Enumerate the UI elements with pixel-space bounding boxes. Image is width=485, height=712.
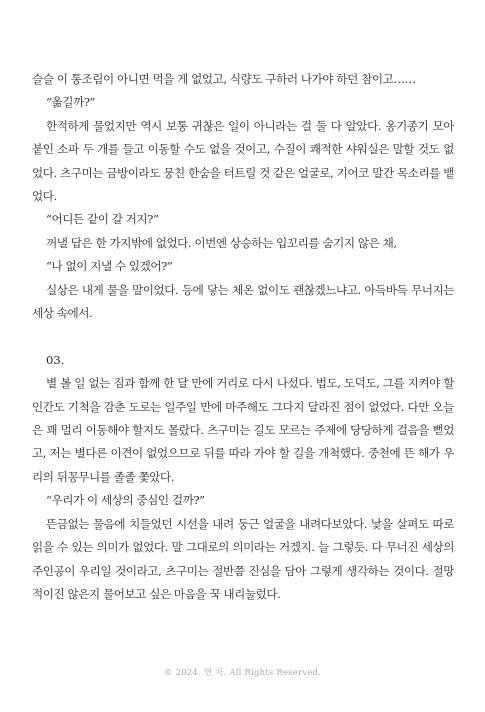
paragraph: 슬슬 이 통조림이 아니면 먹을 게 없었고, 식량도 구하러 나가야 하던 참이고…… xyxy=(32,72,416,86)
dialogue-line: “우리가 이 세상의 중심인 걸까?” xyxy=(46,493,205,508)
section-gap xyxy=(32,325,454,348)
document-body xyxy=(32,68,454,606)
paragraph: 한적하게 물었지만 역시 보통 귀찮은 일이 아니라는 걸 둘 다 알았다. 옹기종기 모아 붙인 소파 두 개를 들고 이동할 수도 없을 것이고, 수질이 쾌적한 샤워실은 말할 것도 없었다. 츠구미는 금방이라도 뭉친 한숨을 터트릴 것 같은 얼굴로, 기어코 말간 목소리를 뱉었다. xyxy=(32,118,454,204)
dialogue-line: “어디든 같이 갈 거지?” xyxy=(46,212,159,227)
copyright-footer: © 2024. 연 차. All Rights Reserved. xyxy=(163,668,322,678)
section-number: 03. xyxy=(46,352,65,367)
dialogue-line: “나 없이 지낼 수 있겠어?” xyxy=(46,259,173,274)
paragraph: 실상은 내게 물을 말이었다. 등에 닿는 체온 없이도 괜찮겠느냐고. 아득바득 무너지는 세상 속에서. xyxy=(32,282,454,321)
paragraph: 별 볼 일 없는 짐과 함께 한 달 만에 거리로 다시 나섰다. 법도, 도덕도, 그를 지켜야 할 인간도 기척을 감춘 도로는 일주일 만에 마주해도 그다지 달라진 점이 없었다. 다만 오늘은 꽤 멀리 이동해야 할지도 몰랐다. 츠구미는 길도 모르는 주제에 당당하게 걸음을 뻗었고, 저는 별다른 이견이 없었으므로 뒤를 따라 가야 할 길을 개척했다. 중천에 뜬 해가 우리의 뒤꽁무니를 졸졸 쫓았다. xyxy=(32,376,454,484)
paragraph: 꺼낼 답은 한 가지밖에 없었다. 이번엔 상승하는 입꼬리를 숨기지 않은 채, xyxy=(46,235,397,250)
paragraph: 뜬금없는 물음에 치들었던 시선을 내려 둥근 얼굴을 내려다보았다. 낯을 살펴도 따로 읽을 수 있는 의미가 없었다. 말 그대로의 의미라는 거겠지. 늘 그렇듯. 다 무너진 세상의 주인공이 우리일 것이라고, 츠구미는 절반쯤 진심을 담아 그렇게 생각하는 것이다. 절망적이진 않은지 물어보고 싶은 마음을 꾹 내리눌렀다. xyxy=(32,516,454,601)
dialogue-line: “옮길까?” xyxy=(46,95,95,110)
